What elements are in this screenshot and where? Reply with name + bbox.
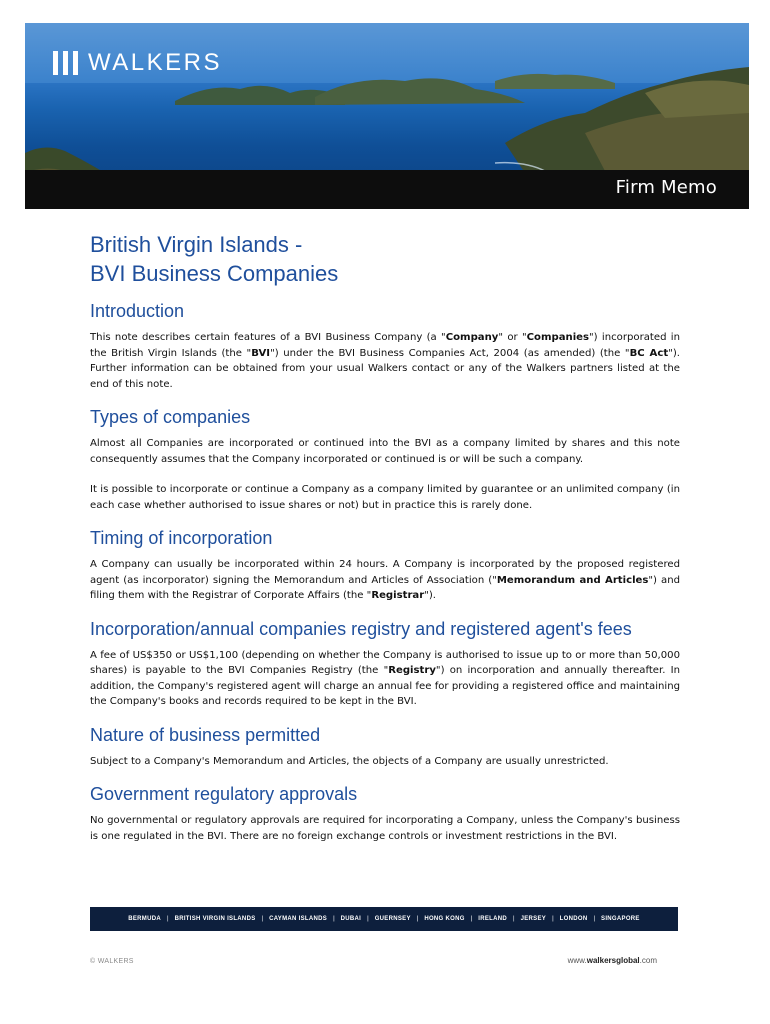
location-separator: | (416, 916, 419, 922)
footer-locations-bar (90, 907, 678, 931)
location-bermuda: BERMUDA (128, 916, 161, 922)
introduction-paragraph: This note describes certain features of a BVI Business Company (a "Company" or "Companies") incorporated in the British Virgin Islands (the "BVI") under the BVI Business Companies Act, 2004 (as amended) (the "BC Act"). Further information can be obtained from your usual Walkers contact or any of the Walkers partners listed at the end of this note. (90, 332, 680, 390)
heading-fees: Incorporation/annual companies registry and registered agent's fees (90, 618, 632, 639)
location-ireland: IRELAND (478, 916, 508, 922)
location-separator: | (367, 916, 369, 922)
location-guernsey: GUERNSEY (374, 916, 411, 922)
location-separator: | (333, 916, 335, 922)
location-separator: | (261, 916, 264, 922)
location-separator: | (513, 916, 515, 922)
location-jersey: JERSEY (520, 916, 547, 922)
nature-paragraph: Subject to a Company's Memorandum and Articles, the objects of a Company are usually unrestricted. (90, 755, 609, 767)
location-separator: | (167, 916, 169, 922)
header-banner (25, 23, 749, 209)
document-title (90, 230, 680, 288)
memo-content (90, 230, 680, 844)
location-separator: | (593, 916, 596, 922)
location-singapore: SINGAPORE (601, 916, 640, 922)
location-bvi: BRITISH VIRGIN ISLANDS (174, 916, 256, 922)
walkers-logo (53, 49, 222, 77)
timing-paragraph: A Company can usually be incorporated within 24 hours. A Company is incorporated by the proposed registered agent (as incorporator) signing the Memorandum and Articles of Association ("Memorandum and Articles") and filing them with the Registrar of Corporate Affairs (the "Registrar"). (90, 559, 680, 601)
website-link[interactable]: www.walkersglobal.com (567, 956, 657, 965)
types-paragraph-2: It is possible to incorporate or continue a Company as a company limited by guarantee or an unlimited company (in each case whether authorised to issue shares or not) but in practice this is rarely done. (90, 484, 680, 511)
memo-label: Firm Memo (615, 177, 717, 198)
copyright-text: © WALKERS (90, 958, 134, 965)
heading-timing-of-incorporation: Timing of incorporation (90, 528, 273, 548)
location-cayman: CAYMAN ISLANDS (269, 916, 328, 922)
location-separator: | (552, 916, 554, 922)
location-separator: | (470, 916, 473, 922)
location-hong-kong: HONG KONG (424, 916, 465, 922)
fees-paragraph: A fee of US$350 or US$1,100 (depending on whether the Company is authorised to issue up to or more than 50,000 shares) is payable to the BVI Companies Registry (the "Registry") on incorporation and annually thereafter. In addition, the Company's registered agent will charge an annual fee for providing a registered office and maintaining the Company's books and records required to be kept in the BVI. (90, 649, 680, 707)
approvals-paragraph: No governmental or regulatory approvals are required for incorporating a Company, unless the Company's business is one regulated in the BVI. There are no foreign exchange controls or investment restrictions in the BVI. (90, 815, 680, 842)
types-paragraph-1: Almost all Companies are incorporated or continued into the BVI as a company limited by shares and this note consequently assumes that the Company incorporated or continued is or will be such a company. (90, 438, 680, 465)
location-london: LONDON (559, 916, 588, 922)
heading-regulatory-approvals: Government regulatory approvals (90, 784, 358, 804)
memo-bar (25, 170, 749, 209)
location-dubai: DUBAI (340, 916, 362, 922)
heading-introduction: Introduction (90, 301, 185, 321)
heading-types-of-companies: Types of companies (90, 407, 251, 427)
logo-bars-icon (53, 51, 78, 75)
title-line-2: BVI Business Companies (90, 261, 339, 286)
heading-nature-of-business: Nature of business permitted (90, 724, 321, 745)
logo-text: WALKERS (88, 49, 222, 76)
title-line-1: British Virgin Islands - (90, 232, 303, 257)
